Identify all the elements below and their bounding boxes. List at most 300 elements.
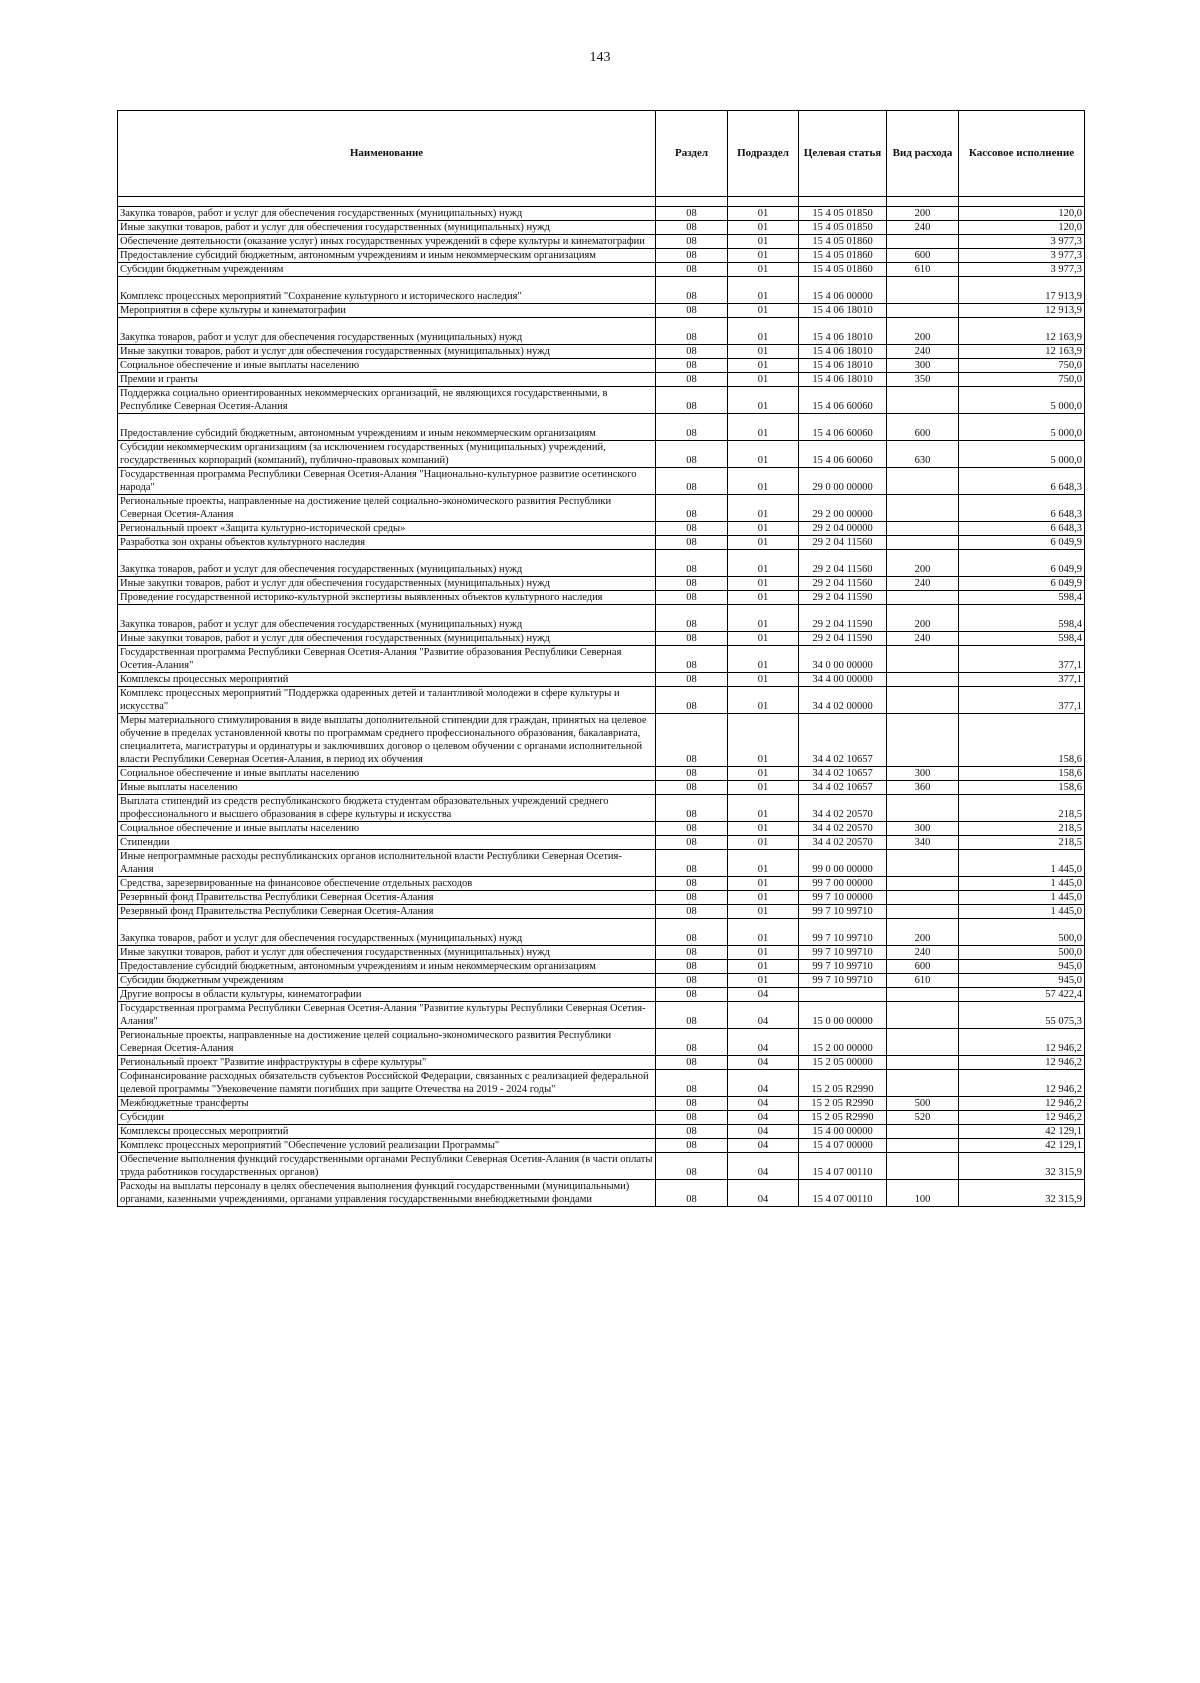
- row-sum: 5 000,0: [959, 414, 1085, 441]
- row-vid: 340: [887, 836, 959, 850]
- row-sum: 5 000,0: [959, 441, 1085, 468]
- row-sum: 55 075,3: [959, 1002, 1085, 1029]
- row-target: 29 2 00 00000: [799, 495, 887, 522]
- row-name: Иные закупки товаров, работ и услуг для обеспечения государственных (муниципальных) нужд: [118, 345, 656, 359]
- row-name: Закупка товаров, работ и услуг для обеспечения государственных (муниципальных) нужд: [118, 318, 656, 345]
- row-podrazdel: 01: [728, 714, 799, 767]
- row-razdel: 08: [656, 495, 728, 522]
- row-sum: 158,6: [959, 767, 1085, 781]
- row-razdel: 08: [656, 318, 728, 345]
- row-podrazdel: 01: [728, 414, 799, 441]
- row-razdel: 08: [656, 1070, 728, 1097]
- row-vid: 200: [887, 605, 959, 632]
- table-header: [118, 111, 1085, 207]
- row-vid: 500: [887, 1097, 959, 1111]
- row-name: Иные непрограммные расходы республиканских органов исполнительной власти Республики Северная Осетия-Алания: [118, 850, 656, 877]
- row-podrazdel: 01: [728, 495, 799, 522]
- row-target: 34 4 02 20570: [799, 795, 887, 822]
- table-row: [118, 1180, 1085, 1207]
- row-razdel: 08: [656, 960, 728, 974]
- row-razdel: 08: [656, 1180, 728, 1207]
- row-sum: 6 049,9: [959, 536, 1085, 550]
- row-podrazdel: 01: [728, 974, 799, 988]
- row-name: Региональные проекты, направленные на достижение целей социально-экономического развития Республики Северная Осетия-Алания: [118, 495, 656, 522]
- row-razdel: 08: [656, 550, 728, 577]
- header-vid: Вид расхода: [887, 111, 959, 197]
- row-podrazdel: 01: [728, 822, 799, 836]
- table-row: [118, 277, 1085, 304]
- row-name: Субсидии некоммерческим организациям (за исключением государственных (муниципальных) учреждений, государственных корпораций (компаний), публично-правовых компаний): [118, 441, 656, 468]
- row-vid: [887, 277, 959, 304]
- row-target: 34 4 02 10657: [799, 714, 887, 767]
- row-razdel: 08: [656, 632, 728, 646]
- table-row: [118, 836, 1085, 850]
- row-name: Государственная программа Республики Северная Осетия-Алания "Развитие образования Республики Северная Осетия-Алания": [118, 646, 656, 673]
- table-row: [118, 414, 1085, 441]
- row-podrazdel: 04: [728, 1097, 799, 1111]
- row-target: [799, 988, 887, 1002]
- row-target: 99 7 10 99710: [799, 905, 887, 919]
- row-name: Субсидии: [118, 1111, 656, 1125]
- row-podrazdel: 01: [728, 605, 799, 632]
- row-podrazdel: 01: [728, 905, 799, 919]
- row-podrazdel: 01: [728, 468, 799, 495]
- row-razdel: 08: [656, 822, 728, 836]
- row-target: 29 2 04 11560: [799, 536, 887, 550]
- row-sum: 12 913,9: [959, 304, 1085, 318]
- table-row: [118, 221, 1085, 235]
- row-name: Премии и гранты: [118, 373, 656, 387]
- row-vid: 240: [887, 345, 959, 359]
- row-target: 15 4 06 18010: [799, 345, 887, 359]
- row-podrazdel: 01: [728, 373, 799, 387]
- row-target: 34 4 02 20570: [799, 822, 887, 836]
- row-target: 34 4 02 10657: [799, 781, 887, 795]
- row-name: Субсидии бюджетным учреждениям: [118, 263, 656, 277]
- row-podrazdel: 01: [728, 795, 799, 822]
- row-sum: 42 129,1: [959, 1139, 1085, 1153]
- row-razdel: 08: [656, 1056, 728, 1070]
- row-razdel: 08: [656, 1153, 728, 1180]
- table-row: [118, 960, 1085, 974]
- row-podrazdel: 04: [728, 1056, 799, 1070]
- row-target: 99 7 00 00000: [799, 877, 887, 891]
- row-target: 15 4 00 00000: [799, 1125, 887, 1139]
- row-podrazdel: 01: [728, 877, 799, 891]
- header-name: Наименование: [118, 111, 656, 197]
- table-row: [118, 946, 1085, 960]
- row-podrazdel: 01: [728, 632, 799, 646]
- row-vid: 300: [887, 767, 959, 781]
- row-podrazdel: 01: [728, 850, 799, 877]
- row-podrazdel: 04: [728, 988, 799, 1002]
- table-row: [118, 1056, 1085, 1070]
- row-name: Обеспечение деятельности (оказание услуг) иных государственных учреждений в сфере культуры и кинематографии: [118, 235, 656, 249]
- table-row: [118, 263, 1085, 277]
- row-name: Иные закупки товаров, работ и услуг для обеспечения государственных (муниципальных) нужд: [118, 946, 656, 960]
- row-target: 15 4 06 60060: [799, 387, 887, 414]
- table-row: [118, 974, 1085, 988]
- row-target: 29 2 04 11590: [799, 632, 887, 646]
- row-vid: [887, 714, 959, 767]
- row-target: 34 4 00 00000: [799, 673, 887, 687]
- row-target: 29 2 04 11590: [799, 605, 887, 632]
- row-target: 15 4 07 00110: [799, 1180, 887, 1207]
- row-vid: [887, 1153, 959, 1180]
- row-vid: 520: [887, 1111, 959, 1125]
- row-vid: [887, 591, 959, 605]
- table-row: [118, 468, 1085, 495]
- row-vid: 240: [887, 577, 959, 591]
- row-sum: 17 913,9: [959, 277, 1085, 304]
- row-vid: 200: [887, 919, 959, 946]
- row-sum: 57 422,4: [959, 988, 1085, 1002]
- row-sum: 32 315,9: [959, 1153, 1085, 1180]
- row-name: Комплексы процессных мероприятий: [118, 673, 656, 687]
- row-razdel: 08: [656, 850, 728, 877]
- row-podrazdel: 04: [728, 1002, 799, 1029]
- row-podrazdel: 01: [728, 767, 799, 781]
- row-vid: 200: [887, 207, 959, 221]
- row-razdel: 08: [656, 646, 728, 673]
- row-razdel: 08: [656, 891, 728, 905]
- row-vid: 200: [887, 550, 959, 577]
- row-razdel: 08: [656, 1097, 728, 1111]
- row-razdel: 08: [656, 591, 728, 605]
- row-podrazdel: 01: [728, 687, 799, 714]
- row-target: 15 2 05 R2990: [799, 1111, 887, 1125]
- row-target: 15 4 05 01860: [799, 235, 887, 249]
- row-target: 15 4 06 18010: [799, 359, 887, 373]
- row-sum: 598,4: [959, 591, 1085, 605]
- row-razdel: 08: [656, 235, 728, 249]
- row-podrazdel: 01: [728, 263, 799, 277]
- row-sum: 6 648,3: [959, 522, 1085, 536]
- table-row: [118, 687, 1085, 714]
- row-sum: 12 946,2: [959, 1056, 1085, 1070]
- row-vid: [887, 536, 959, 550]
- row-name: Разработка зон охраны объектов культурного наследия: [118, 536, 656, 550]
- row-name: Закупка товаров, работ и услуг для обеспечения государственных (муниципальных) нужд: [118, 919, 656, 946]
- header-sum: Кассовое исполнение: [959, 111, 1085, 197]
- table-row: [118, 714, 1085, 767]
- row-target: 15 4 05 01860: [799, 249, 887, 263]
- row-vid: [887, 687, 959, 714]
- row-sum: 377,1: [959, 646, 1085, 673]
- row-sum: 1 445,0: [959, 905, 1085, 919]
- row-vid: [887, 646, 959, 673]
- row-name: Предоставление субсидий бюджетным, автономным учреждениям и иным некоммерческим организациям: [118, 414, 656, 441]
- row-razdel: 08: [656, 359, 728, 373]
- row-name: Комплекс процессных мероприятий "Поддержка одаренных детей и талантливой молодежи в сфере культуры и искусства": [118, 687, 656, 714]
- row-sum: 1 445,0: [959, 877, 1085, 891]
- row-podrazdel: 04: [728, 1029, 799, 1056]
- row-target: 99 0 00 00000: [799, 850, 887, 877]
- row-target: 34 4 02 20570: [799, 836, 887, 850]
- row-sum: 3 977,3: [959, 263, 1085, 277]
- row-sum: 218,5: [959, 795, 1085, 822]
- row-sum: 6 648,3: [959, 495, 1085, 522]
- row-target: 29 2 04 11560: [799, 577, 887, 591]
- row-name: Средства, зарезервированные на финансовое обеспечение отдельных расходов: [118, 877, 656, 891]
- row-razdel: 08: [656, 387, 728, 414]
- row-podrazdel: 01: [728, 387, 799, 414]
- table-row: [118, 441, 1085, 468]
- row-name: Резервный фонд Правительства Республики Северная Осетия-Алания: [118, 891, 656, 905]
- row-vid: 300: [887, 359, 959, 373]
- table-row: [118, 359, 1085, 373]
- row-sum: 12 946,2: [959, 1111, 1085, 1125]
- row-name: Закупка товаров, работ и услуг для обеспечения государственных (муниципальных) нужд: [118, 605, 656, 632]
- header-target: Целевая статья: [799, 111, 887, 197]
- table-row: [118, 646, 1085, 673]
- row-sum: 42 129,1: [959, 1125, 1085, 1139]
- row-razdel: 08: [656, 1139, 728, 1153]
- table-row: [118, 1139, 1085, 1153]
- row-target: 99 7 10 99710: [799, 960, 887, 974]
- table-row: [118, 877, 1085, 891]
- row-sum: 12 163,9: [959, 345, 1085, 359]
- table-row: [118, 207, 1085, 221]
- row-razdel: 08: [656, 767, 728, 781]
- row-razdel: 08: [656, 345, 728, 359]
- row-target: 15 4 05 01850: [799, 221, 887, 235]
- row-target: 29 2 04 11560: [799, 550, 887, 577]
- row-podrazdel: 01: [728, 919, 799, 946]
- row-vid: 600: [887, 960, 959, 974]
- row-razdel: 08: [656, 522, 728, 536]
- row-target: 99 7 10 99710: [799, 919, 887, 946]
- row-podrazdel: 01: [728, 277, 799, 304]
- row-name: Государственная программа Республики Северная Осетия-Алания "Развитие культуры Республики Северная Осетия-Алания": [118, 1002, 656, 1029]
- row-razdel: 08: [656, 373, 728, 387]
- row-target: 15 4 06 18010: [799, 304, 887, 318]
- row-podrazdel: 01: [728, 577, 799, 591]
- row-podrazdel: 01: [728, 318, 799, 345]
- row-name: Закупка товаров, работ и услуг для обеспечения государственных (муниципальных) нужд: [118, 207, 656, 221]
- row-name: Иные выплаты населению: [118, 781, 656, 795]
- row-name: Поддержка социально ориентированных некоммерческих организаций, не являющихся государственными, в Республике Северная Осетия-Алания: [118, 387, 656, 414]
- table-row: [118, 605, 1085, 632]
- row-target: 15 2 00 00000: [799, 1029, 887, 1056]
- row-name: Социальное обеспечение и иные выплаты населению: [118, 359, 656, 373]
- row-vid: [887, 905, 959, 919]
- row-razdel: 08: [656, 468, 728, 495]
- row-target: 99 7 10 00000: [799, 891, 887, 905]
- row-vid: [887, 304, 959, 318]
- table-row: [118, 550, 1085, 577]
- table-row: [118, 673, 1085, 687]
- row-target: 15 4 07 00110: [799, 1153, 887, 1180]
- row-sum: 158,6: [959, 781, 1085, 795]
- row-name: Мероприятия в сфере культуры и кинематографии: [118, 304, 656, 318]
- table-row: [118, 235, 1085, 249]
- row-name: Региональные проекты, направленные на достижение целей социально-экономического развития Республики Северная Осетия-Алания: [118, 1029, 656, 1056]
- row-razdel: 08: [656, 919, 728, 946]
- row-razdel: 08: [656, 414, 728, 441]
- row-vid: [887, 877, 959, 891]
- row-sum: 945,0: [959, 960, 1085, 974]
- row-name: Региональный проект "Развитие инфраструктуры в сфере культуры": [118, 1056, 656, 1070]
- row-sum: 158,6: [959, 714, 1085, 767]
- row-vid: [887, 1070, 959, 1097]
- table-row: [118, 495, 1085, 522]
- table-row: [118, 1070, 1085, 1097]
- row-sum: 6 648,3: [959, 468, 1085, 495]
- row-vid: [887, 495, 959, 522]
- row-target: 15 2 05 R2990: [799, 1097, 887, 1111]
- row-sum: 12 946,2: [959, 1029, 1085, 1056]
- row-razdel: 08: [656, 687, 728, 714]
- table-row: [118, 318, 1085, 345]
- row-podrazdel: 04: [728, 1180, 799, 1207]
- row-razdel: 08: [656, 1125, 728, 1139]
- header-podrazdel: Подраздел: [728, 111, 799, 197]
- row-target: 15 4 06 60060: [799, 414, 887, 441]
- row-podrazdel: 01: [728, 221, 799, 235]
- table-row: [118, 577, 1085, 591]
- row-sum: 12 946,2: [959, 1097, 1085, 1111]
- row-razdel: 08: [656, 1111, 728, 1125]
- row-razdel: 08: [656, 974, 728, 988]
- table-row: [118, 373, 1085, 387]
- table-row: [118, 781, 1085, 795]
- row-vid: 360: [887, 781, 959, 795]
- row-razdel: 08: [656, 577, 728, 591]
- row-podrazdel: 04: [728, 1070, 799, 1097]
- row-vid: 240: [887, 221, 959, 235]
- row-sum: 750,0: [959, 373, 1085, 387]
- row-vid: [887, 795, 959, 822]
- row-target: 15 4 06 60060: [799, 441, 887, 468]
- row-name: Социальное обеспечение и иные выплаты населению: [118, 767, 656, 781]
- row-podrazdel: 01: [728, 359, 799, 373]
- row-sum: 120,0: [959, 207, 1085, 221]
- row-vid: [887, 1002, 959, 1029]
- row-target: 15 4 05 01850: [799, 207, 887, 221]
- row-vid: 200: [887, 318, 959, 345]
- row-name: Предоставление субсидий бюджетным, автономным учреждениям и иным некоммерческим организациям: [118, 249, 656, 263]
- row-razdel: 08: [656, 988, 728, 1002]
- row-sum: 598,4: [959, 632, 1085, 646]
- table-body: [118, 207, 1085, 1207]
- row-sum: 5 000,0: [959, 387, 1085, 414]
- header-razdel: Раздел: [656, 111, 728, 197]
- row-sum: 377,1: [959, 673, 1085, 687]
- row-razdel: 08: [656, 905, 728, 919]
- row-vid: 350: [887, 373, 959, 387]
- row-podrazdel: 01: [728, 345, 799, 359]
- row-sum: 218,5: [959, 836, 1085, 850]
- table-row: [118, 536, 1085, 550]
- table-row: [118, 304, 1085, 318]
- row-name: Комплексы процессных мероприятий: [118, 1125, 656, 1139]
- row-target: 15 2 05 R2990: [799, 1070, 887, 1097]
- row-vid: [887, 891, 959, 905]
- row-target: 34 4 02 10657: [799, 767, 887, 781]
- row-razdel: 08: [656, 877, 728, 891]
- row-name: Расходы на выплаты персоналу в целях обеспечения выполнения функций государственными (муниципальными) органами, казенными учреждениями, органами управления государственными внебюджетными фондами: [118, 1180, 656, 1207]
- table-row: [118, 822, 1085, 836]
- row-podrazdel: 01: [728, 946, 799, 960]
- row-razdel: 08: [656, 441, 728, 468]
- row-podrazdel: 04: [728, 1153, 799, 1180]
- table-row: [118, 1097, 1085, 1111]
- row-razdel: 08: [656, 249, 728, 263]
- row-target: 15 4 07 00000: [799, 1139, 887, 1153]
- row-sum: 1 445,0: [959, 850, 1085, 877]
- row-name: Меры материального стимулирования в виде выплаты дополнительной стипендии для граждан, принятых на целевое обучение в пределах установленной квоты по программам среднего профессионального образования, бакалавриата, специалитета, магистратуры и ординатуры и заключивших договор о целевом обучении с органами исполнительной власти Республики Северная Осетия-Алания, в период их обучения: [118, 714, 656, 767]
- row-sum: 6 049,9: [959, 577, 1085, 591]
- row-vid: 600: [887, 414, 959, 441]
- row-sum: 500,0: [959, 946, 1085, 960]
- row-sum: 12 163,9: [959, 318, 1085, 345]
- row-target: 29 0 00 00000: [799, 468, 887, 495]
- row-podrazdel: 04: [728, 1111, 799, 1125]
- row-razdel: 08: [656, 277, 728, 304]
- table-row: [118, 891, 1085, 905]
- row-target: 99 7 10 99710: [799, 946, 887, 960]
- row-sum: 750,0: [959, 359, 1085, 373]
- row-vid: [887, 387, 959, 414]
- table-row: [118, 345, 1085, 359]
- row-podrazdel: 01: [728, 235, 799, 249]
- row-name: Социальное обеспечение и иные выплаты населению: [118, 822, 656, 836]
- row-podrazdel: 01: [728, 536, 799, 550]
- table-row: [118, 767, 1085, 781]
- row-target: 29 2 04 11590: [799, 591, 887, 605]
- row-razdel: 08: [656, 1029, 728, 1056]
- row-podrazdel: 01: [728, 781, 799, 795]
- row-sum: 598,4: [959, 605, 1085, 632]
- table-row: [118, 988, 1085, 1002]
- table-row: [118, 1111, 1085, 1125]
- table-row: [118, 1029, 1085, 1056]
- row-target: 15 4 06 00000: [799, 277, 887, 304]
- table-row: [118, 905, 1085, 919]
- row-podrazdel: 01: [728, 836, 799, 850]
- row-podrazdel: 01: [728, 522, 799, 536]
- table-row: [118, 632, 1085, 646]
- row-podrazdel: 01: [728, 646, 799, 673]
- row-name: Субсидии бюджетным учреждениям: [118, 974, 656, 988]
- row-target: 15 0 00 00000: [799, 1002, 887, 1029]
- row-vid: 240: [887, 946, 959, 960]
- row-name: Предоставление субсидий бюджетным, автономным учреждениям и иным некоммерческим организациям: [118, 960, 656, 974]
- row-podrazdel: 04: [728, 1139, 799, 1153]
- row-razdel: 08: [656, 221, 728, 235]
- row-target: 15 2 05 00000: [799, 1056, 887, 1070]
- row-vid: [887, 988, 959, 1002]
- row-target: 34 4 02 00000: [799, 687, 887, 714]
- row-target: 99 7 10 99710: [799, 974, 887, 988]
- row-podrazdel: 01: [728, 891, 799, 905]
- row-name: Другие вопросы в области культуры, кинематографии: [118, 988, 656, 1002]
- row-sum: 500,0: [959, 919, 1085, 946]
- page-number: 143: [589, 50, 611, 65]
- row-target: 15 4 06 18010: [799, 373, 887, 387]
- row-vid: [887, 1139, 959, 1153]
- row-razdel: 08: [656, 1002, 728, 1029]
- table-row: [118, 1153, 1085, 1180]
- row-podrazdel: 01: [728, 591, 799, 605]
- row-sum: 3 977,3: [959, 249, 1085, 263]
- row-vid: [887, 1029, 959, 1056]
- row-name: Стипендии: [118, 836, 656, 850]
- table-row: [118, 1125, 1085, 1139]
- row-razdel: 08: [656, 836, 728, 850]
- row-podrazdel: 01: [728, 550, 799, 577]
